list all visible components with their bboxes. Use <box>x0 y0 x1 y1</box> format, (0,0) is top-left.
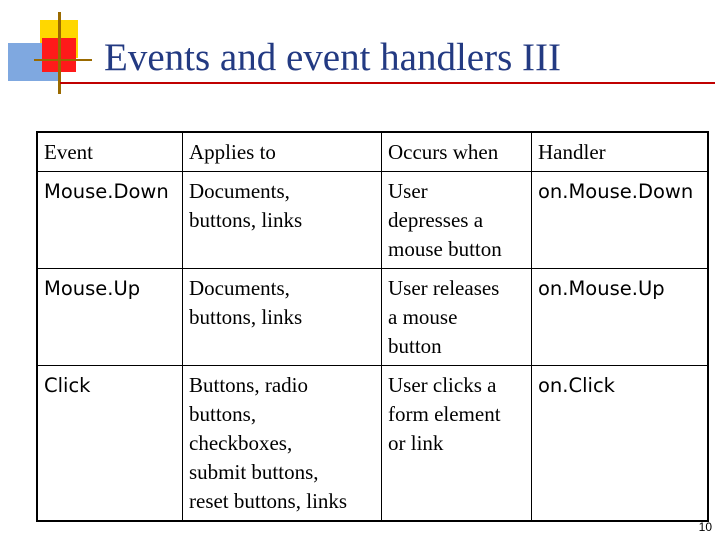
cell-event: Mouse.Up <box>37 269 183 366</box>
line: User <box>388 179 428 203</box>
line: form element <box>388 402 501 426</box>
line: Documents, <box>189 179 290 203</box>
slide-logo <box>0 0 100 100</box>
header-occurs-when: Occurs when <box>382 132 532 172</box>
table-header-row <box>37 132 708 172</box>
line: checkboxes, <box>189 431 293 455</box>
cell-event: Mouse.Down <box>37 172 183 269</box>
cell-handler: on.Click <box>532 366 709 522</box>
line: buttons, links <box>189 305 303 329</box>
cell-handler: on.Mouse.Down <box>532 172 709 269</box>
slide-title: Events and event handlers III <box>104 36 561 79</box>
line: User clicks a <box>388 373 497 397</box>
line: submit buttons, <box>189 460 319 484</box>
page-number: 10 <box>698 520 712 534</box>
cell-occurs-when <box>382 366 532 522</box>
cell-occurs-when <box>382 269 532 366</box>
header-event: Event <box>37 132 183 172</box>
cell-occurs-when <box>382 172 532 269</box>
line: Buttons, radio <box>189 373 308 397</box>
line: depresses a <box>388 208 484 232</box>
cell-handler: on.Mouse.Up <box>532 269 709 366</box>
line: buttons, links <box>189 208 303 232</box>
line: reset buttons, links <box>189 489 348 513</box>
logo-horizontal-line <box>34 59 92 61</box>
title-underline <box>60 82 715 84</box>
table-row <box>37 172 708 269</box>
line: mouse button <box>388 237 502 261</box>
line: or link <box>388 431 444 455</box>
line: buttons, <box>189 402 257 426</box>
header-handler: Handler <box>532 132 709 172</box>
line: a mouse <box>388 305 458 329</box>
cell-applies-to <box>183 172 382 269</box>
table-row <box>37 366 708 522</box>
cell-event: Click <box>37 366 183 522</box>
cell-applies-to <box>183 366 382 522</box>
header-applies-to: Applies to <box>183 132 382 172</box>
line: Documents, <box>189 276 290 300</box>
cell-applies-to <box>183 269 382 366</box>
line: User releases <box>388 276 500 300</box>
table-row <box>37 269 708 366</box>
line: button <box>388 334 442 358</box>
events-table <box>36 131 709 522</box>
